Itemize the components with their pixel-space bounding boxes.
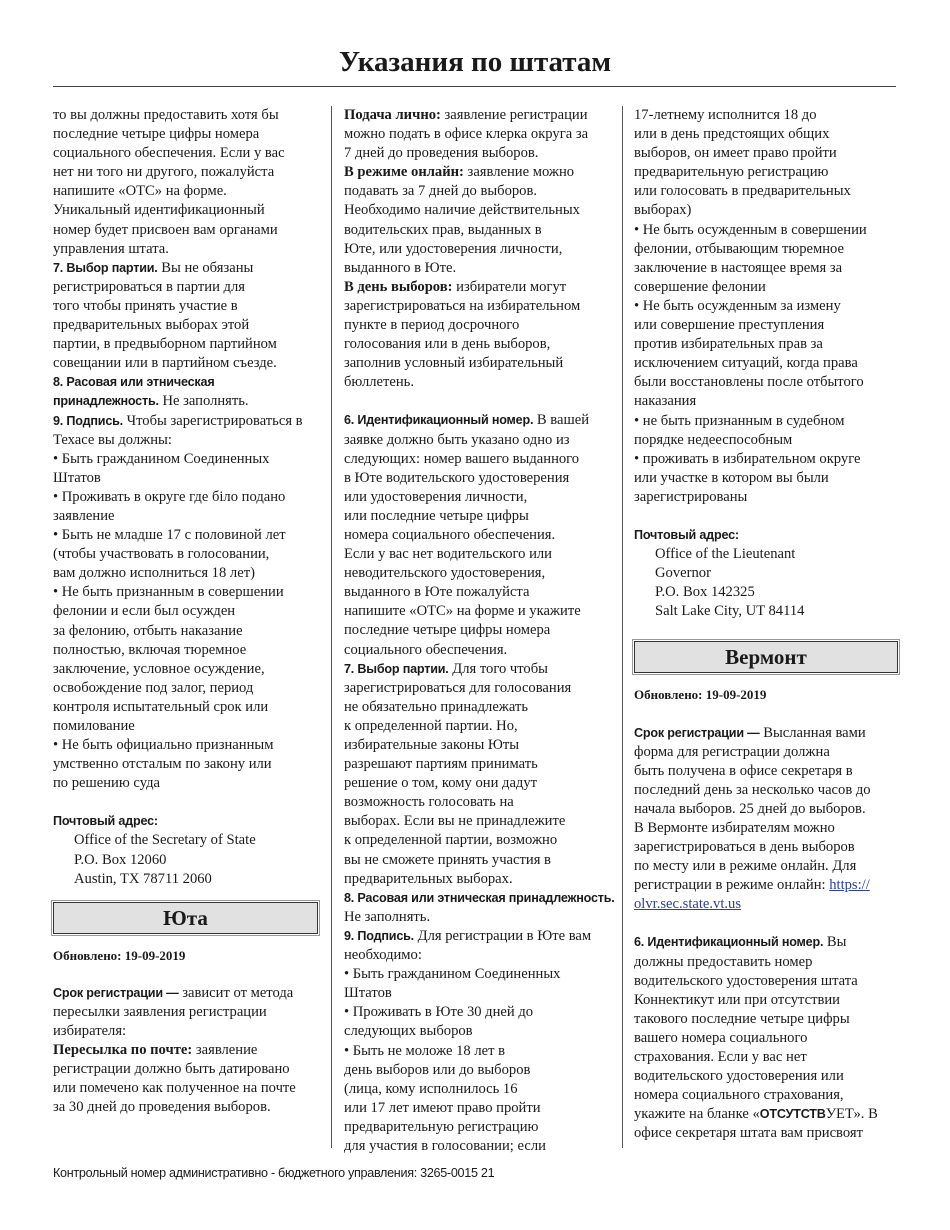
text-line: к определенной партии, возможно	[344, 832, 558, 849]
text-line: избирательные законы Юты	[344, 737, 520, 753]
vermont-online-registration-link[interactable]: olvr.sec.state.vt.us	[634, 896, 742, 913]
text-line: зарегистрироваться для голосования	[344, 679, 572, 696]
text-line: для участия в голосовании; если	[344, 1137, 546, 1154]
text-line: Коннектикут или при отсутствии	[634, 991, 840, 1008]
text-line: 7 дней до проведения выборов.	[344, 145, 539, 162]
text-line: • Быть гражданином Соединенных	[344, 966, 561, 983]
text-line: Office of the Secretary of State	[74, 832, 256, 849]
utah-online: В режиме онлайн: заявление можно подавать за 7 дней до выборов. Необходимо наличие действительных водительских прав, выданных в Юте, или удостоверения личности, выданного в Юте.	[344, 163, 610, 278]
text-line: вам должно исполниться 18 лет)	[53, 565, 255, 582]
text-line: предварительную регистрацию	[634, 164, 829, 181]
text-line: в Юте водительского удостоверения	[344, 469, 570, 486]
text-line: Governor	[655, 565, 711, 582]
text-line: • проживать в избирательном округе	[634, 450, 861, 467]
text-line: регистрации должно быть датировано	[53, 1061, 290, 1078]
text-line: выданного в Юте.	[344, 259, 457, 276]
utah-id-section: 6. Идентификационный номер. В вашей заявке должно быть указано одно из следующих: номер вашего выданного в Юте водительского удостоверения или удостоверения личности, или последние четыре цифры номера социального обеспечения. Если у вас нет водительского или неводительского удостоверения, выданного в Юте пожалуйста напишите «OTC» на форме и укажите последние четыре цифры номера социального обеспечения.	[344, 411, 610, 659]
text-line: Office of the Lieutenant	[655, 546, 796, 563]
text-line: зарегистрироваться в день выборов	[634, 839, 855, 856]
text-line: выборов, он имеет право пройти	[634, 145, 837, 162]
text-line: исключением ситуаций, когда права	[634, 355, 858, 372]
text-line: решение о том, кому они дадут	[344, 775, 538, 792]
utah-mailing-address: Почтовый адрес: Office of the Lieutenant Governor P.O. Box 142325 Salt Lake City, UT 84114	[634, 526, 898, 621]
column-divider	[331, 106, 332, 1148]
text-line: страхования. Если у вас нет	[634, 1049, 807, 1066]
state-header-utah: Юта	[53, 902, 318, 934]
text-line: или голосовать в предварительных	[634, 183, 851, 200]
text-line: нет ни того ни другого, пожалуйста	[53, 164, 275, 181]
text-line: или 17 лет имеют право пройти	[344, 1099, 541, 1116]
text-line: по решению суда	[53, 775, 160, 792]
vermont-id-section: 6. Идентификационный номер. Вы должны предоставить номер водительского удостоверения штата Коннектикут или при отсутствии такового последние четыре цифры вашего номера социального страхования. Если у вас нет водительского удостоверения или номера социального страхования, укажите на бланке «ОТСУТСТВУЕТ». В офисе секретаря штата вам присвоят	[634, 933, 898, 1143]
text-line: • Быть гражданином Соединенных	[53, 450, 270, 467]
text-line: Штатов	[344, 985, 392, 1002]
text-line: такового последние четыре цифры	[634, 1010, 850, 1027]
text-line: можно подать в офисе клерка округа за	[344, 126, 589, 143]
text-line: быть получена в офисе секретаря в	[634, 762, 853, 779]
text-line: В Вермонте избирателям можно	[634, 820, 835, 836]
utah-registration-deadline: Срок регистрации — зависит от метода пересылки заявления регистрации избирателя: Пересылка по почте: заявление регистрации должно быть датировано или помечено как полученное на почте за 30 дней до проведения выборов.	[53, 984, 318, 1118]
text-line: форма для регистрации должна	[634, 743, 830, 760]
text-line: подавать за 7 дней до выборов.	[344, 183, 537, 200]
text-line: не обязательно принадлежать	[344, 698, 529, 715]
text-line: водительских прав, выданных в	[344, 221, 542, 238]
text-line: • Быть не младше 17 с половиной лет	[53, 527, 286, 544]
text-line: необходимо:	[344, 947, 422, 964]
text-line: напишите «OTC» на форме.	[53, 183, 227, 200]
column-3	[634, 106, 898, 1144]
text-line: Austin, TX 78711 2060	[74, 870, 212, 887]
text-line: следующих выборов	[344, 1023, 473, 1040]
text-line: последний день за несколько часов до	[634, 781, 871, 798]
text-line: полностью, включая тюремное	[53, 641, 247, 658]
text-line: пересылки заявления регистрации	[53, 1003, 267, 1020]
utah-race-section: 8. Расовая или этническая принадлежность. Не заполнять.	[344, 890, 615, 925]
text-line: (чтобы участвовать в голосовании,	[53, 546, 270, 563]
utah-election-day: В день выборов: избиратели могут зарегистрироваться на избирательном пункте в период досрочного голосования или в день выборов, заполнив условный избирательный бюллетень.	[344, 278, 610, 393]
text-line: должны предоставить номер	[634, 953, 813, 970]
page-title: Указания по штатам	[338, 46, 612, 78]
text-line: социального обеспечения.	[344, 641, 508, 658]
text-line: вашего номера социального	[634, 1029, 808, 1046]
text-line: P.O. Box 12060	[74, 851, 167, 868]
text-line: предварительную регистрацию	[344, 1118, 539, 1135]
utah-party-section: 7. Выбор партии. Для того чтобы зарегистрироваться для голосования не обязательно принадлежать к определенной партии. Но, избирательные законы Юты разрешают партиям принимать решение о том, кому они дадут возможность голосовать на выборах. Если вы не принадлежите к определенной партии, возможно вы не сможете принять участия в предварительных выборах.	[344, 660, 610, 889]
text-line: 17-летнему исполнится 18 до	[634, 107, 817, 123]
text-line: водительского удостоверения или	[634, 1068, 844, 1085]
text-line: умственно отсталым по закону или	[53, 756, 272, 773]
text-line: • не быть признанным в судебном	[634, 412, 845, 429]
text-line: предварительных выборах этой	[53, 317, 250, 334]
text-line: Если у вас нет водительского или	[344, 546, 552, 563]
text-line: • Не быть осужденным за измену	[634, 297, 841, 314]
text-line: P.O. Box 142325	[655, 584, 755, 601]
text-line: • Проживать в Юте 30 дней до	[344, 1004, 534, 1021]
text-line: совещании или в партийном съезде.	[53, 355, 277, 372]
state-header-vermont: Вермонт	[634, 641, 898, 673]
text-line: социального обеспечения. Если у вас	[53, 145, 285, 162]
text-line: заполнив условный избирательный	[344, 355, 564, 372]
text-line: или помечено как полученное на почте	[53, 1080, 296, 1097]
text-line: зарегистрироваться на избирательном	[344, 297, 581, 314]
text-line: последние четыре цифры номера	[53, 126, 260, 143]
text-line: Техасе вы должны:	[53, 431, 172, 448]
text-line: избирателя:	[53, 1023, 127, 1040]
text-line: совершение фелонии	[634, 278, 766, 295]
text-line: день выборов или до выборов	[344, 1061, 531, 1078]
text-line: напишите «OTC» на форме и укажите	[344, 603, 581, 620]
text-line: партии, в предвыборном партийном	[53, 336, 277, 353]
text-line: то вы должны предоставить хотя бы	[53, 107, 279, 123]
text-line: зарегистрированы	[634, 488, 748, 505]
text-line: порядке недееспособным	[634, 431, 793, 448]
text-line: освобождение под залог, период	[53, 679, 254, 696]
text-line: к определенной партии. Но,	[344, 717, 518, 734]
text-line: Юте, или удостоверения личности,	[344, 240, 563, 257]
text-line: • Проживать в округе где біло подано	[53, 488, 286, 505]
text-line: заявление	[53, 507, 115, 524]
text-line: Штатов	[53, 469, 101, 486]
vermont-updated-date: Обновлено: 19-09-2019	[634, 687, 767, 703]
text-line: начала выборов. 25 дней до выборов.	[634, 800, 866, 817]
text-line: возможность голосовать на	[344, 794, 514, 811]
text-line: выборах)	[634, 202, 692, 219]
text-line: • Быть не моложе 18 лет в	[344, 1042, 506, 1059]
text-line: • Не быть осужденным в совершении	[634, 221, 867, 238]
text-line: были восстановлены после отбытого	[634, 374, 864, 391]
page-number: 21	[480, 1166, 495, 1180]
text-line: Необходимо наличие действительных	[344, 202, 580, 219]
text-line: контроля испытательный срок или	[53, 698, 269, 715]
text-line: номера социального страхования,	[634, 1087, 844, 1104]
texas-party-section: 7. Выбор партии. Вы не обязаны регистрироваться в партии для того чтобы принять участие в предварительных выборах этой партии, в предвыборном партийном совещании или в партийном съезде.	[53, 259, 318, 374]
title-divider	[53, 86, 896, 87]
text-line: управления штата.	[53, 240, 169, 257]
column-divider	[622, 106, 623, 1148]
text-line: по месту или в режиме онлайн. Для	[634, 858, 857, 875]
text-line: помилование	[53, 718, 135, 734]
text-line: Salt Lake City, UT 84114	[655, 603, 805, 620]
text-line: последние четыре цифры номера	[344, 622, 551, 639]
text-line: фелонии, отбывающим тюремное	[634, 240, 845, 257]
column-1	[53, 106, 318, 1118]
text-line: разрешают партиям принимать	[344, 756, 538, 773]
text-line: за фелонию, отбыть наказание	[53, 622, 243, 639]
texas-signature-section: 9. Подпись. Чтобы зарегистрироваться в Техасе вы должны: • Быть гражданином Соединенных Штатов • Проживать в округе где біло подано заявление • Быть не младше 17 с половиной лет (чтобы участвовать в голосовании, вам должно исполниться 18 лет) • Не быть признанным в совершении фелонии и если был осужден за фелонию, отбыть наказание полностью, включая тюремное заключение, условное осуждение, освобождение под залог, период контроля испытательный срок или помилование • Не быть официально признанным умственно отсталым по закону или по решению суда	[53, 412, 318, 794]
text-line: голосования или в день выборов,	[344, 336, 551, 353]
text-line: за 30 дней до проведения выборов.	[53, 1099, 271, 1116]
text-line: бюллетень.	[344, 374, 414, 391]
text-line: против избирательных прав за	[634, 336, 823, 353]
texas-race-section: 8. Расовая или этническая принадлежность. Не заполнять.	[53, 375, 249, 410]
text-line: заключение, условное осуждение,	[53, 660, 265, 677]
text-line: (лица, кому исполнилось 16	[344, 1080, 518, 1097]
text-line: или последние четыре цифры	[344, 507, 529, 524]
column-2	[344, 106, 615, 1156]
page-footer	[53, 1166, 494, 1180]
texas-mailing-address: Почтовый адрес: Office of the Secretary of State P.O. Box 12060 Austin, TX 78711 2060	[53, 812, 318, 888]
vermont-registration-deadline: Срок регистрации — Высланная вами форма для регистрации должна быть получена в офисе секретаря в последний день за несколько часов до начала выборов. 25 дней до выборов. В Вермонте избирателям можно зарегистрироваться в день выборов по месту или в режиме онлайн. Для регистрации в режиме онлайн: https:// olvr.sec.state.vt.us	[634, 724, 898, 915]
text-line: или совершение преступления	[634, 317, 825, 334]
omb-control-number: Контрольный номер административно - бюджетного управления: 3265-0015	[53, 1166, 478, 1180]
text-line: следующих: номер вашего выданного	[344, 450, 580, 467]
text-line: • Не быть официально признанным	[53, 737, 274, 754]
text-line: или участке в котором вы были	[634, 469, 829, 486]
utah-eligibility-continuation	[634, 106, 898, 507]
text-line: заявке должно быть указано одно из	[344, 431, 570, 448]
text-line: фелонии и если был осужден	[53, 603, 236, 620]
text-line: пункте в период досрочного	[344, 317, 520, 334]
text-line: водительского удостоверения штата	[634, 972, 858, 989]
utah-updated-date: Обновлено: 19-09-2019	[53, 947, 186, 963]
text-line: предварительных выборах.	[344, 870, 513, 887]
text-line: того чтобы принять участие в	[53, 297, 238, 314]
text-line: вы не сможете принять участия в	[344, 851, 551, 868]
text-line: заключение в настоящее время за	[634, 259, 843, 276]
text-line: или в день предстоящих общих	[634, 126, 830, 143]
text-line: выданного в Юте пожалуйста	[344, 584, 530, 601]
utah-in-person: Подача лично: заявление регистрации можно подать в офисе клерка округа за 7 дней до проведения выборов.	[344, 106, 610, 163]
text-line: или удостоверения личности,	[344, 488, 528, 505]
text-line: неводительского удостоверения,	[344, 565, 546, 582]
text-line: • Не быть признанным в совершении	[53, 584, 284, 601]
utah-signature-section: 9. Подпись. Для регистрации в Юте вам необходимо: • Быть гражданином Соединенных Штатов • Проживать в Юте 30 дней до следующих выборов • Быть не моложе 18 лет в день выборов или до выборов (лица, кому исполнилось 16 или 17 лет имеют право пройти предварительную регистрацию для участия в голосовании; если	[344, 927, 610, 1156]
text-line: регистрироваться в партии для	[53, 278, 245, 295]
vermont-online-registration-link[interactable]: https://	[829, 877, 870, 894]
text-line: номер будет присвоен вам органами	[53, 221, 278, 238]
text-line: Уникальный идентификационный	[53, 202, 265, 219]
text-line: номера социального обеспечения.	[344, 526, 556, 543]
texas-id-continuation	[53, 106, 318, 259]
text-line: наказания	[634, 393, 697, 410]
text-line: выборах. Если вы не принадлежите	[344, 813, 566, 830]
